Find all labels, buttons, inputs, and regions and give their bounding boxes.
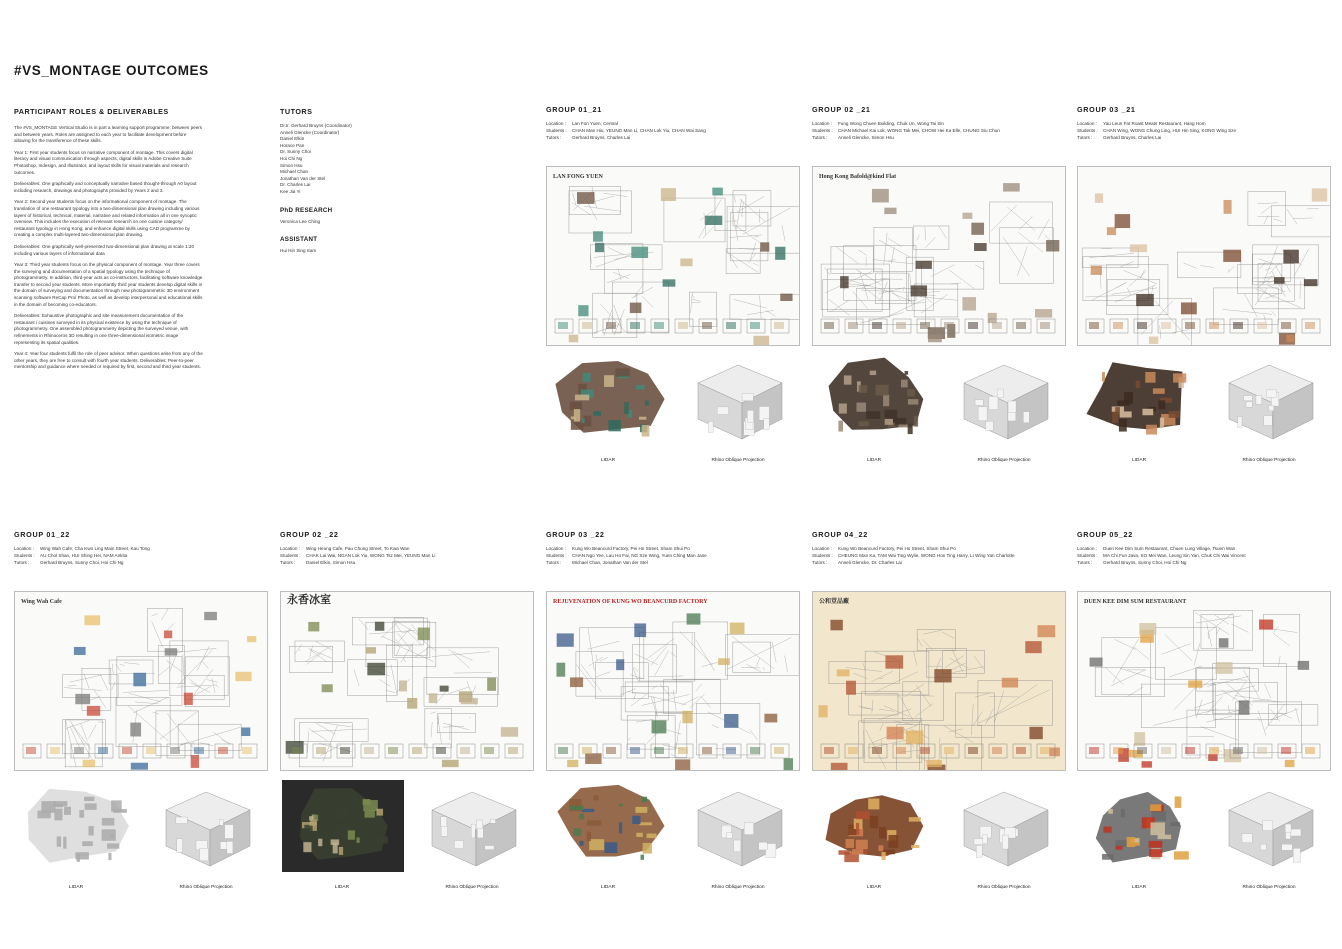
group-location — [812, 546, 1068, 553]
sheet-title: Hong Kong Bafold@kind Flat — [819, 174, 897, 180]
tutor-name: Kee Jia Yi — [280, 188, 301, 194]
rhino-caption: Rhino Oblique Projection — [711, 458, 765, 463]
tutor-name: Anneli Glencke (Coordinator) — [280, 129, 340, 135]
meta-label: Tutors : — [1077, 134, 1093, 140]
meta-value: Yau Leun Fat Roast Meats Restaurant, Hang Hom — [1103, 121, 1206, 126]
tutor-name: Dr. Charles Lai — [280, 182, 311, 188]
meta-value: Michael Chan, Jonathan Van der Stel — [572, 559, 648, 565]
phd-name: Veronica Lee Ching — [280, 218, 321, 224]
meta-value: Lan Fon Yuen, Central — [572, 121, 618, 126]
phd-heading: PhD RESEARCH — [280, 206, 333, 214]
meta-label: Students : — [1077, 552, 1098, 558]
meta-value: Duen Kee Dim Sum Restaurant, Chuen Lung Village, Tsuen Wan — [1103, 546, 1236, 551]
intro-paragraph: Deliverables: Exhaustive photographic and site measurement documentation of the restaurant / cuisines surveyed in its physical existence by using the technique of photogrammetry. One assembled photogrammetry depicting the surveyed venue, with refinements in Rhinoceros 3D resulting in one three-dimensional isometric image representing its spatial qualities. — [14, 313, 189, 345]
rhino-caption: Rhino Oblique Projection — [179, 885, 233, 890]
lidar-caption: LIDAR — [68, 885, 84, 890]
intro-paragraph: Year 1: First year students focus on narrative component of montage. This covers digital literacy and visual communication through aspects, digital skills in Adobe Creative Suite Photoshop, Indesign, and Illustrator, and layout skills for visual materials and research outcomes. — [14, 149, 193, 175]
meta-label: Students : — [812, 127, 833, 133]
rhino-model-image — [1209, 353, 1329, 445]
group-panel — [812, 105, 1068, 141]
rhino-model-image — [1209, 780, 1329, 872]
rhino-model-image — [944, 780, 1064, 872]
meta-value: Anneli Glencke, Simon Hsu — [838, 134, 894, 140]
meta-label: Students : — [546, 127, 567, 133]
poster-sheet — [812, 166, 1066, 346]
group-tutors — [546, 135, 802, 142]
roles-section — [14, 107, 204, 376]
meta-value: CHAN Ngo Yee, Lau Ho Fai, NG Sze Wing, Yuen Ching Man Jane — [572, 552, 707, 558]
meta-value: CHAN Wing, WONG Chung Ling, HUI Hin Sing, KONG Wing Sze — [1103, 127, 1237, 133]
meta-value: Wing Wah Cafe, Cha Kwo Ling Main Street, Kau Tong — [40, 546, 150, 551]
group-tutors — [812, 560, 1068, 567]
group-title: GROUP 01_21 — [546, 105, 602, 114]
meta-label: Tutors : — [546, 559, 562, 565]
tutor-name: Simon Hsu — [280, 162, 303, 168]
group-title: GROUP 02 _21 — [812, 105, 871, 114]
meta-value: CHAN Michael Kai Lok, WONG Tak Mei, CHOW Hei Ka Elle, CHUNG Siu Chun — [838, 127, 1000, 133]
group-panel — [546, 105, 802, 141]
group-meta — [546, 546, 802, 566]
group-tutors — [546, 560, 802, 567]
group-panel — [546, 530, 802, 566]
sheet-title: REJUVENATION OF KUNG WO BEANCURD FACTORY — [553, 599, 708, 605]
group-students — [546, 128, 802, 135]
group-meta — [1077, 546, 1333, 566]
meta-label: Location : — [546, 121, 566, 126]
meta-value: CHAK Lai Wai, NGAN Lok Yiu, WONG Tsz Mei, YEUNG Man Li — [306, 552, 436, 558]
group-panel — [1077, 105, 1333, 141]
meta-value: AU Chol Shan, HUI Shing Hei, NAM Ankita — [40, 552, 128, 558]
meta-label: Students : — [546, 552, 567, 558]
sheet-title: 永香冰室 — [287, 594, 331, 606]
group-title: GROUP 02 _22 — [280, 530, 339, 539]
tutor-name: Dr. Sunny Choi — [280, 149, 311, 155]
meta-label: Students : — [280, 552, 301, 558]
sheet-title: LAN FONG YUEN — [553, 174, 603, 180]
group-students — [812, 553, 1068, 560]
meta-label: Location : — [280, 546, 300, 551]
group-title: GROUP 03 _21 — [1077, 105, 1136, 114]
rhino-model-image — [412, 780, 532, 872]
lidar-model-image — [548, 780, 670, 872]
meta-label: Students : — [1077, 127, 1098, 133]
tutors-heading: TUTORS — [280, 107, 313, 116]
rhino-model-image — [146, 780, 266, 872]
group-panel — [812, 530, 1068, 566]
meta-label: Tutors : — [14, 559, 30, 565]
lidar-model-image — [16, 780, 138, 872]
meta-value: Fung Wong Chuen Building, Chuk Un, Wong Tai Sin — [838, 121, 944, 126]
group-students — [280, 553, 536, 560]
rhino-model-image — [678, 353, 798, 445]
meta-value: Anneli Glencke, Dr. Charles Lai — [838, 559, 902, 565]
rhino-caption: Rhino Oblique Projection — [1242, 458, 1296, 463]
meta-label: Tutors : — [812, 559, 828, 565]
poster-sheet — [1077, 166, 1331, 346]
tutors-section — [280, 107, 400, 255]
meta-label: Students : — [14, 552, 35, 558]
meta-value: Daniel Elkin, Simon Hsu — [306, 559, 356, 565]
group-panel — [1077, 530, 1333, 566]
lidar-caption: LIDAR — [866, 458, 882, 463]
meta-value: CHEUNG Man Ka, TAM Wai Ting Wylie, WONG Hon Ting Harry, LI Wing Yan Charlotte — [838, 552, 1015, 558]
group-students — [14, 553, 270, 560]
rhino-caption: Rhino Oblique Projection — [977, 885, 1031, 890]
group-students — [812, 128, 1068, 135]
group-panel — [280, 530, 536, 566]
rhino-caption: Rhino Oblique Projection — [1242, 885, 1296, 890]
poster-sheet — [546, 591, 800, 771]
meta-label: Location : — [14, 546, 34, 551]
group-location — [812, 121, 1068, 128]
meta-label: Tutors : — [546, 134, 562, 140]
page-title: #VS_MONTAGE OUTCOMES — [14, 63, 209, 78]
meta-label: Tutors : — [280, 559, 296, 565]
lidar-caption: LIDAR — [1131, 458, 1147, 463]
intro-paragraph: Year 3: Third year students focus on the physical component of montage. Year three covers the surveying and documentation of a spatial typology using the technique of photogrammetry. In addition, third-year acts as co-instructors, facilitating software knowledge transfer to second year students. More importantly third year students develop digital skills in the domain of surveying and documentation through new photogrammetric 3D environment scanning software ReCap Pro/ Photo, as well as develop interpersonal and educational skills in the domain of becoming co-educators. — [14, 262, 203, 307]
poster-sheet — [14, 591, 268, 771]
rhino-caption: Rhino Oblique Projection — [977, 458, 1031, 463]
rhino-caption: Rhino Oblique Projection — [445, 885, 499, 890]
group-panel — [14, 530, 270, 566]
meta-label: Students : — [812, 552, 833, 558]
tutor-name: Horace Pan — [280, 142, 305, 148]
meta-value: Gerhard Bruyns, Sunny Choi, Hoi Chi Ng — [1103, 559, 1187, 565]
meta-value: Kung Wo Beancurd Factory, Pei Ho Street, Sham Shui Po — [838, 546, 956, 551]
group-title: GROUP 05_22 — [1077, 530, 1133, 539]
intro-paragraph: The #VS_MONTAGE Vertical Studio is in part a learning support programme, between peers and between years. Roles are assigned to each year to facilitate development before allowing for the transference of these skills. — [14, 125, 203, 144]
group-title: GROUP 03 _22 — [546, 530, 605, 539]
group-location — [1077, 546, 1333, 553]
group-meta — [1077, 121, 1333, 141]
meta-label: Location : — [546, 546, 566, 551]
group-location — [1077, 121, 1333, 128]
group-location — [280, 546, 536, 553]
group-tutors — [280, 560, 536, 567]
lidar-caption: LIDAR — [600, 885, 616, 890]
assistant-name: Hui Hin Sing Sam — [280, 248, 317, 254]
meta-value: Gerhard Bruyns, Sunny Choi, Hoi Chi Ng — [40, 559, 124, 565]
meta-label: Tutors : — [812, 134, 828, 140]
tutor-name: Michael Chan — [280, 169, 309, 175]
poster-sheet — [546, 166, 800, 346]
tutor-name: Jonathan Van der Stel — [280, 175, 326, 181]
rhino-model-image — [944, 353, 1064, 445]
group-title: GROUP 04_22 — [812, 530, 868, 539]
meta-label: Location : — [812, 546, 832, 551]
assistant-heading: ASSISTANT — [280, 236, 318, 244]
meta-value: Gerhard Bruyns, Charles Lai — [1103, 134, 1162, 140]
group-students — [546, 553, 802, 560]
lidar-model-image — [1079, 780, 1201, 872]
lidar-model-image — [814, 780, 936, 872]
tutor-name: Dr.Ir. Gerhard Bruyns (Coordinator) — [280, 123, 352, 128]
group-students — [1077, 128, 1333, 135]
lidar-model-image — [548, 353, 670, 445]
lidar-caption: LIDAR — [600, 458, 616, 463]
intro-paragraph: Deliverables: One graphically and conceptually narrative based thought-through A0 layout including research, drawings and photographs provided by Years 2 and 3. — [14, 181, 197, 193]
meta-label: Tutors : — [1077, 559, 1093, 565]
meta-label: Location : — [1077, 121, 1097, 126]
group-meta — [14, 546, 270, 566]
group-tutors — [812, 135, 1068, 142]
meta-value: Wing Heung Cafe, Pau Chung Street, To Kwa Wan — [306, 546, 410, 551]
group-meta — [280, 546, 536, 566]
poster-sheet — [1077, 591, 1331, 771]
intro-paragraph: Deliverables: One graphically well-presented two-dimensional plan drawing at scale 1:20 including various layers of informational data — [14, 243, 195, 256]
tutor-name: Hoi Chi Ng — [280, 155, 303, 161]
meta-label: Location : — [1077, 546, 1097, 551]
tutor-name: Daniel Elkin — [280, 136, 305, 142]
sheet-title: Wing Wah Cafe — [21, 599, 62, 605]
meta-value: MA Chi Fun Java, SO Mei Wan, Leung Sin Yan, Chuk Chi Wai Vincent — [1103, 552, 1246, 558]
group-meta — [812, 121, 1068, 141]
group-location — [546, 546, 802, 553]
meta-value: CHAN Man Hiu, YEUNG Man Li, CHAN Lok Yiu, CHAN Wai Sang — [572, 127, 706, 133]
lidar-model-image — [1079, 353, 1201, 445]
poster-sheet — [280, 591, 534, 771]
rhino-model-image — [678, 780, 798, 872]
rhino-caption: Rhino Oblique Projection — [711, 885, 765, 890]
meta-label: Location : — [812, 121, 832, 126]
lidar-model-image — [814, 353, 936, 445]
group-tutors — [14, 560, 270, 567]
lidar-caption: LIDAR — [334, 885, 350, 890]
group-location — [14, 546, 270, 553]
group-tutors — [1077, 135, 1333, 142]
intro-paragraph: Year 4: Year four students fulfil the role of peer advisor. When questions arise from any of the other years, they are free to consult with fourth year students. Deliverables: Peer-to-peer mentorship and guidance where needed or required by first, second and third year students. — [14, 351, 203, 370]
group-tutors — [1077, 560, 1333, 567]
intro-paragraph: Year 2: Second year students focus on the informational component of montage. The translation of one restaurant typology into a two-dimensional plan drawing including various layers of historical, technical, material, narrative and related information all in one synoptic overview. This includes the execution of relevant research on one cuisine category/ restaurant typology in Hong Kong; and enhance digital skills using CAD programme by creating a complex multi-layered two-dimensional plan drawing. — [14, 199, 200, 238]
poster-sheet — [812, 591, 1066, 771]
roles-heading: PARTICIPANT ROLES & DELIVERABLES — [14, 107, 169, 116]
sheet-title: DUEN KEE DIM SUM RESTAURANT — [1084, 599, 1187, 605]
lidar-model-image — [282, 780, 404, 872]
group-location — [546, 121, 802, 128]
group-title: GROUP 01_22 — [14, 530, 70, 539]
lidar-caption: LIDAR — [866, 885, 882, 890]
sheet-title: 公和荳品廠 — [819, 599, 850, 605]
group-meta — [546, 121, 802, 141]
group-meta — [812, 546, 1068, 566]
lidar-caption: LIDAR — [1131, 885, 1147, 890]
meta-value: Gerhard Bruyns, Charles Lai — [572, 134, 631, 140]
meta-value: Kung Wo Beancurd Factory, Pei Ho Street, Sham Shui Po — [572, 546, 690, 551]
group-students — [1077, 553, 1333, 560]
